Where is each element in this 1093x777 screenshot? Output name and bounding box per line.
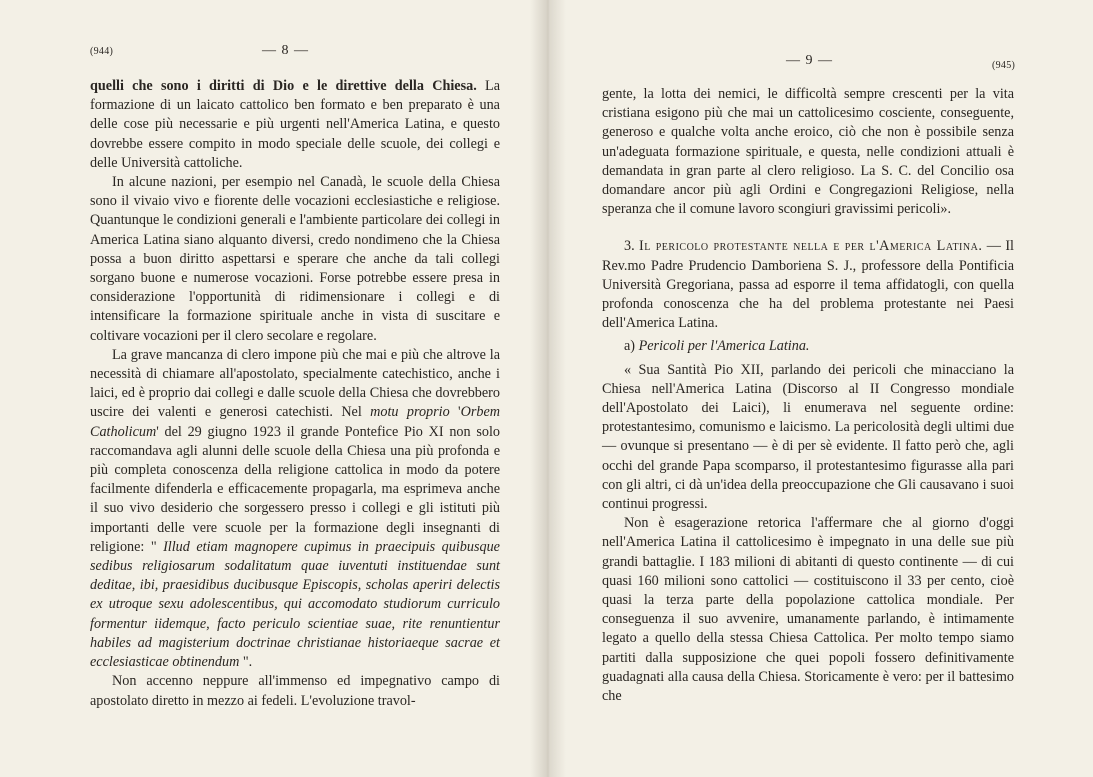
section-title: Il pericolo protestante nella e per l'America Latina. <box>639 238 983 255</box>
book-gutter-shadow <box>530 0 566 777</box>
left-p1-rest: La formazione di un laicato cattolico ben formato e ben preparato è una delle cose più necessarie e più urgenti nell'America Latina, e questo dovrebbe essere compito in modo speciale delle scuole, dei collegi e delle Università cattoliche. <box>90 78 500 171</box>
right-page-body <box>602 85 1014 706</box>
left-paragraph-2: In alcune nazioni, per esempio nel Canadà, le scuole della Chiesa sono il vivaio vivo e fiorente delle vocazioni ecclesiastiche e religiose. Quantunque le condizioni generali e l'ambiente particolare dei collegi in America Latina siano alquanto diversi, credo nondimeno che la Chiesa possa a buon diritto aspettarsi e sperare che anche da tali collegi sorgano buone e numerose vocazioni. Forse potrebbe essere presa in considerazione l'opportunità di ridimensionare i collegi e di intensificare la formazione spirituale anche in vista di suscitare e coltivare vocazioni per il clero secolare e regolare. <box>90 174 500 344</box>
left-paragraph-1 <box>90 77 500 173</box>
left-page <box>0 0 546 777</box>
left-p3-text-a: La grave mancanza di clero impone più che mai e più che altrove la necessità di chiamare all'apostolato, specialmente catechistico, anche i laici, ed è proprio dai collegi e dalle scuole della Chiesa che dovrebbero uscire dei valenti e generosi catechisti. Nel <box>90 346 500 421</box>
left-page-body <box>90 77 500 711</box>
section-number: 3. <box>624 238 635 255</box>
section-gap <box>602 219 1014 237</box>
left-p3-orbem-catholicum: Orbem Catholicum <box>90 404 500 440</box>
left-p1-bold: quelli che sono i diritti di Dio e le direttive della Chiesa. <box>90 78 477 94</box>
left-p3-text-b: ' <box>449 404 461 421</box>
right-paragraph-3: Non è esagerazione retorica l'affermare che al giorno d'oggi nell'America Latina il cattolicesimo è impegnato in una delle sue più grandi battaglie. I 183 milioni di abitanti di questo continente — di cui quasi 160 milioni sono cattolici — costituiscono il 33 per cento, cioè quasi la terza parte della popolazione cattolica mondiale. Per conseguenza il suo avvenire, umanamente parlando, è intimamente legato a quello della stessa Chiesa Cattolica. Per molto tempo siamo partiti dalla supposizione che quei popoli fossero definitivamente guadagnati alla causa della Chiesa. Storicamente è vero: per il battesimo che <box>602 515 1014 705</box>
left-page-number: — 8 — <box>262 43 309 58</box>
section-intro-text: — Il Rev.mo Padre Prudencio Damboriena S. J., professore della Pontificia Università Gregoriana, passa ad esporre il tema affidatogli, con quella profonda conoscenza che ha del problema protestante nei Paesi dell'America Latina. <box>602 238 1014 332</box>
right-corner-number: (945) <box>992 60 1016 71</box>
left-corner-number: (944) <box>90 46 114 57</box>
left-paragraph-3 <box>90 346 500 672</box>
subsection-heading <box>602 337 1014 356</box>
right-page-number: — 9 — <box>786 53 833 68</box>
right-page <box>546 0 1093 777</box>
right-paragraph-2: « Sua Santità Pio XII, parlando dei pericoli che minacciano la Chiesa nell'America Latina (Discorso al II Congresso mondiale dell'Apostolato dei Laici), li enumerava nel seguente ordine: protestantesimo, comunismo e laicismo. La pericolosità degli ultimi due — ovunque si presentano — è di per sè evidente. Il fatto però che, agli occhi del grande Papa scomparso, il protestantesimo figurasse alla pari con gli altri, ci dà un'idea della preoccupazione che Gli causavano i suoi continui progressi. <box>602 361 1014 513</box>
left-p3-text-c: ' del 29 giugno 1923 il grande Pontefice Pio XI non solo raccomandava agli alunni delle scuole della Chiesa una più profonda e più completa conoscenza della religione cattolica in modo da potere facilmente difenderla e efficacemente propagarla, ma esprimeva anche il suo vivo desiderio che sorgessero presso i collegi e gli istituti più importanti delle vere scuole per la formazione degli insegnanti di religione: " <box>90 423 500 555</box>
left-paragraph-4: Non accenno neppure all'immenso ed impegnativo campo di apostolato diretto in mezzo ai fedeli. L'evoluzione travol- <box>90 673 500 709</box>
section-3-paragraph <box>602 237 1014 333</box>
left-p3-motu-proprio: motu proprio <box>370 404 450 421</box>
subsection-title: Pericoli per l'America Latina. <box>638 338 810 355</box>
left-p3-end: ". <box>239 654 253 671</box>
subsection-label: a) <box>624 338 636 355</box>
right-paragraph-1: gente, la lotta dei nemici, le difficoltà sempre crescenti per la vita cristiana esigono più che mai un cattolicesimo cosciente, conseguente, generoso e qualche volta anche eroico, ciò che non è possibile senza un'adeguata formazione spirituale, e questa, nelle condizioni attuali è demandata in gran parte al clero religioso. La S. C. del Concilio osa domandare ancor più agli Ordini e Congregazioni Religiose, nella speranza che il comune lavoro scongiuri gravissimi pericoli». <box>602 86 1014 218</box>
left-p3-latin-quote: Illud etiam magnopere cupimus in praecipuis quibusque sedibus religiosarum sodalitatum quae iuventuti instituendae sunt deditae, ibi, praesidibus ducibusque Episcopis, scholas aperiri delectis ex utroque sexu adolescentibus, qui accomodato studiorum curriculo formentur iidemque, facto periculo scientiae suae, rite renuntientur habiles ad magisterium doctrinae christianae historiaeque sacrae et ecclesiasticae obtinendum <box>90 538 500 671</box>
